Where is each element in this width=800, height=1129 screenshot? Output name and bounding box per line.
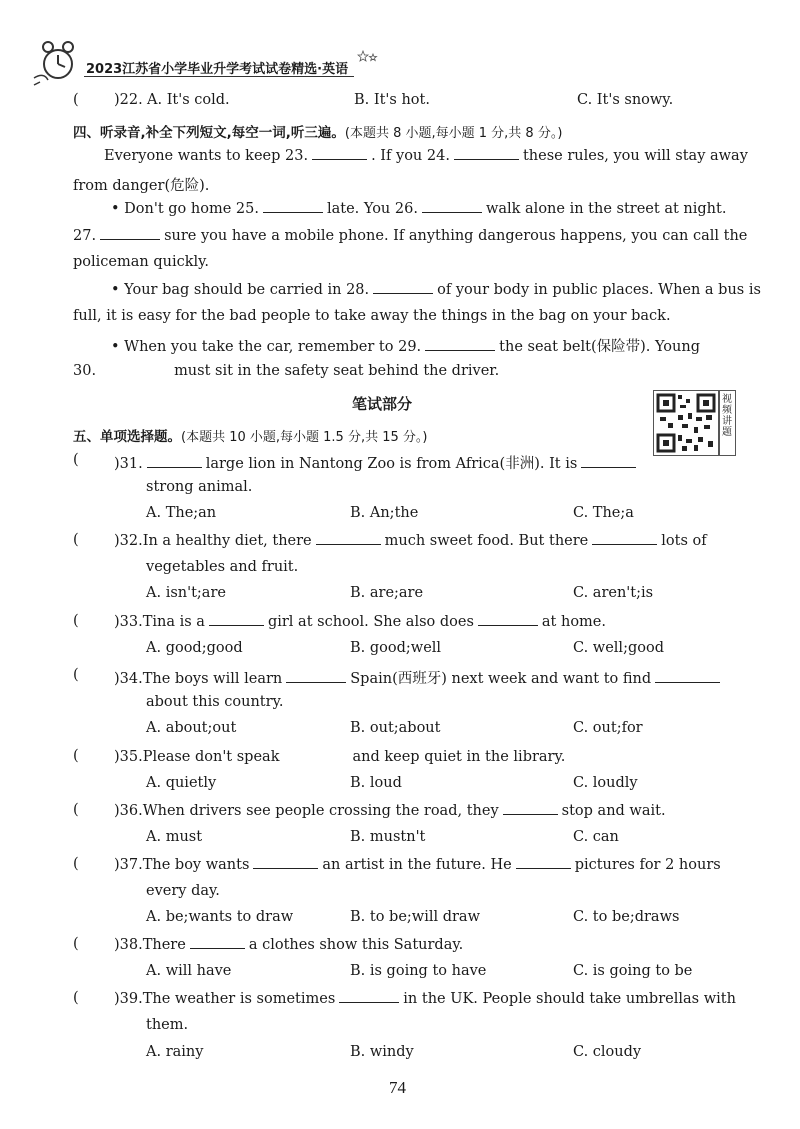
section-5-note: (本题共 10 小题,每小题 1.5 分,共 15 分。) <box>181 430 428 445</box>
option-a: A. It's cold. <box>147 92 230 108</box>
option-c: C. can <box>573 829 619 845</box>
blank[interactable] <box>209 613 264 626</box>
option-c: C. cloudy <box>573 1044 642 1060</box>
question-33: )33.Tina is a girl at school. She also does at home. <box>114 614 606 630</box>
option-a: A. good;good <box>146 640 243 656</box>
passage-line-8: • When you take the car, remember to 29. the seat belt(保险带). Young <box>111 339 700 355</box>
blank[interactable] <box>286 670 346 683</box>
option-b: B. out;about <box>350 720 441 736</box>
passage-line-7: full, it is easy for the bad people to take away the things in the bag on your back. <box>73 308 671 324</box>
option-a: A. about;out <box>146 720 237 736</box>
section-5-heading <box>73 425 427 445</box>
blank-23[interactable] <box>312 147 367 160</box>
option-c: C. out;for <box>573 720 643 736</box>
blank-25[interactable] <box>263 200 323 213</box>
option-c: C. aren't;is <box>573 585 654 601</box>
option-a: A. will have <box>146 963 232 979</box>
question-32-line-2: vegetables and fruit. <box>146 559 299 575</box>
option-a: A. The;an <box>146 505 217 521</box>
blank-29[interactable] <box>425 338 495 351</box>
option-a: A. be;wants to draw <box>146 909 294 925</box>
blank[interactable] <box>147 455 202 468</box>
option-b: B. are;are <box>350 585 424 601</box>
option-c: C. is going to be <box>573 963 693 979</box>
blank[interactable] <box>190 936 245 949</box>
option-b: B. An;the <box>350 505 419 521</box>
passage-line-2: from danger(危险). <box>73 178 210 194</box>
blank[interactable] <box>339 990 399 1003</box>
option-a: A. isn't;are <box>146 585 226 601</box>
answer-bracket[interactable]: ( <box>73 667 79 683</box>
option-b: B. to be;will draw <box>350 909 480 925</box>
question-37-line-2: every day. <box>146 883 220 899</box>
question-34-line-2: about this country. <box>146 694 284 710</box>
blank-24[interactable] <box>454 147 519 160</box>
qr-label-box <box>719 390 736 456</box>
option-b: B. loud <box>350 775 402 791</box>
option-a: A. rainy <box>146 1044 204 1060</box>
question-39: )39.The weather is sometimes in the UK. People should take umbrellas with <box>114 991 736 1007</box>
passage-line-9: 30. must sit in the safety seat behind the driver. <box>73 363 500 379</box>
passage-line-3: • Don't go home 25. late. You 26. walk alone in the street at night. <box>111 201 727 217</box>
option-b: B. mustn't <box>350 829 426 845</box>
option-c: C. well;good <box>573 640 664 656</box>
answer-bracket[interactable]: ( <box>73 990 79 1006</box>
blank[interactable] <box>478 613 538 626</box>
answer-bracket[interactable]: ( <box>73 936 79 952</box>
question-36: )36.When drivers see people crossing the road, they stop and wait. <box>114 803 666 819</box>
blank-26[interactable] <box>422 200 482 213</box>
blank[interactable] <box>503 802 558 815</box>
answer-bracket[interactable]: ( <box>73 613 79 629</box>
blank[interactable] <box>283 748 348 761</box>
option-c: C. loudly <box>573 775 638 791</box>
passage-line-1: Everyone wants to keep 23. . If you 24. these rules, you will stay away <box>104 148 748 164</box>
option-c: C. to be;draws <box>573 909 680 925</box>
section-5-title: 五、单项选择题。 <box>73 429 181 445</box>
blank[interactable] <box>253 856 318 869</box>
section-4-heading <box>73 121 562 141</box>
blank[interactable] <box>581 455 636 468</box>
answer-bracket[interactable]: ( <box>73 856 79 872</box>
question-31-line-2: strong animal. <box>146 479 253 495</box>
option-b: B. It's hot. <box>354 92 430 108</box>
blank[interactable] <box>316 532 381 545</box>
option-c: C. It's snowy. <box>577 92 674 108</box>
question-32: )32.In a healthy diet, there much sweet food. But there lots of <box>114 533 707 549</box>
passage-line-6: • Your bag should be carried in 28. of your body in public places. When a bus is <box>111 282 761 298</box>
qr-code-icon <box>653 390 719 456</box>
question-34: )34.The boys will learn Spain(西班牙) next week and want to find <box>114 667 724 688</box>
star-icon <box>357 50 379 64</box>
question-number-22: )22. <box>114 92 143 108</box>
section-4-title: 四、听录音,补全下列短文,每空一词,听三遍。 <box>73 125 345 141</box>
answer-bracket: ( <box>73 92 79 108</box>
passage-line-5: policeman quickly. <box>73 254 210 270</box>
question-35: )35.Please don't speak and keep quiet in the library. <box>114 749 566 765</box>
qr-label: 视频讲题 <box>722 394 732 438</box>
answer-bracket[interactable]: ( <box>73 748 79 764</box>
blank[interactable] <box>655 670 720 683</box>
answer-bracket[interactable]: ( <box>73 802 79 818</box>
passage-line-4: 27. sure you have a mobile phone. If anything dangerous happens, you can call the <box>73 228 748 244</box>
blank-30[interactable] <box>100 362 170 375</box>
blank[interactable] <box>592 532 657 545</box>
question-37: )37.The boy wants an artist in the future. He pictures for 2 hours <box>114 857 721 873</box>
alarm-clock-icon <box>28 38 86 86</box>
option-b: B. windy <box>350 1044 414 1060</box>
blank[interactable] <box>516 856 571 869</box>
answer-bracket[interactable]: ( <box>73 532 79 548</box>
option-a: A. quietly <box>146 775 217 791</box>
header-rule <box>84 76 354 77</box>
page-number: 74 <box>389 1078 406 1097</box>
option-b: B. is going to have <box>350 963 487 979</box>
question-38: )38.There a clothes show this Saturday. <box>114 937 464 953</box>
question-31: )31. large lion in Nantong Zoo is from Africa(非洲). It is <box>114 452 640 473</box>
blank-27[interactable] <box>100 227 160 240</box>
option-c: C. The;a <box>573 505 634 521</box>
blank-28[interactable] <box>373 281 433 294</box>
option-b: B. good;well <box>350 640 442 656</box>
option-a: A. must <box>146 829 203 845</box>
written-section-title: 笔试部分 <box>352 395 413 413</box>
header-title: 2023江苏省小学毕业升学考试试卷精选·英语 <box>86 62 349 77</box>
question-39-line-2: them. <box>146 1017 189 1033</box>
section-4-note: (本题共 8 小题,每小题 1 分,共 8 分。) <box>344 126 563 141</box>
answer-bracket[interactable]: ( <box>73 452 79 468</box>
